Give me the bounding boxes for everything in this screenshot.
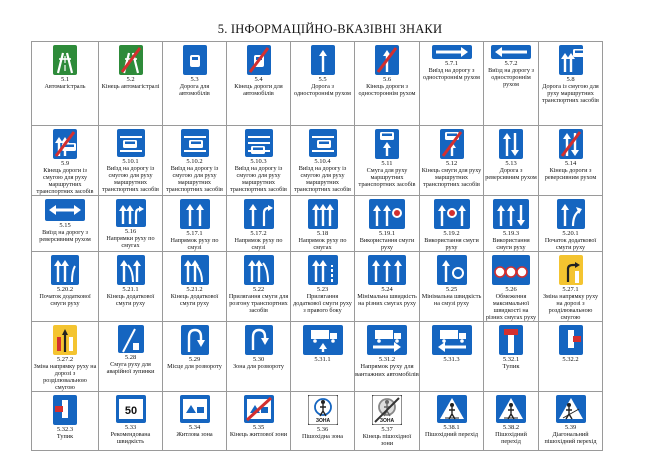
sign-number: 5.3: [190, 76, 199, 83]
sign-caption: Виїзд на дорогу із смугою для руху маршрутних транспортних засобів: [230, 165, 287, 193]
sign-entry: [291, 45, 354, 126]
sign-cell: [484, 196, 539, 252]
sign-cell: [484, 322, 539, 392]
sign-cell: [291, 42, 355, 126]
motorway-icon: [53, 45, 77, 75]
sign-entry: [291, 129, 354, 196]
sign-number: 5.2: [126, 76, 135, 83]
sign-entry: [99, 325, 162, 392]
sign-caption: Напрямок руху по смузі: [170, 237, 219, 251]
sign-number: 5.17.1: [186, 230, 203, 237]
sign-entry: [227, 199, 290, 252]
sign-number: 5.32.3: [56, 426, 74, 433]
sign-caption: Кінець пішохідної зони: [362, 433, 412, 447]
pedestrian-zone-end-icon: [372, 395, 402, 425]
sign-caption: Смуга руху для аварійної зупинки: [106, 361, 155, 375]
sign-number: 5.19.1: [378, 230, 396, 237]
sign-number: 5.38.1: [443, 424, 460, 431]
crosswalk-2-icon: [496, 395, 526, 423]
bus-lane-exit-1-icon: [117, 129, 145, 157]
sign-caption: Дорога для автомобілів: [179, 83, 210, 97]
sign-caption: Виїзд на дорогу з одностороннім рухом: [423, 67, 480, 81]
sign-number: 5.34: [188, 424, 201, 431]
sign-entry: [32, 45, 98, 126]
sign-cell: [539, 252, 603, 322]
sign-number: 5.23: [316, 286, 329, 293]
sign-number: 5.8: [566, 76, 575, 83]
sign-number: 5.30: [252, 356, 265, 363]
sign-entry: [539, 129, 602, 196]
zone-label: ЗОНА: [315, 418, 330, 424]
sign-number: 5.33: [124, 424, 137, 431]
sign-cell: [227, 126, 291, 196]
bus-lane-road-icon: [559, 45, 583, 75]
bus-lane-exit-4-icon: [309, 129, 337, 157]
sign-number: 5.15: [59, 222, 71, 229]
sign-entry: [420, 45, 483, 126]
sign-entry: [420, 255, 483, 322]
bus-lane-end-icon: [440, 129, 464, 159]
sign-entry: [32, 199, 98, 252]
lane-end-1-icon: [117, 255, 145, 285]
sign-cell: [355, 126, 420, 196]
sign-caption: Тупик: [56, 433, 74, 440]
recommended-speed-icon: [116, 395, 146, 423]
sign-caption: Смуга для руху маршрутних транспортних засобів: [358, 167, 416, 188]
truck-direction-3-icon: [432, 325, 472, 355]
reversible-exit-icon: [45, 199, 85, 221]
pedestrian-zone-icon: [308, 395, 338, 425]
sign-caption: Виїзд на дорогу з одностороннім рухом: [488, 67, 534, 88]
sign-entry: [539, 325, 602, 392]
table-row: [32, 322, 603, 392]
sign-entry: [99, 255, 162, 322]
sign-entry: [420, 395, 483, 451]
sign-cell: [32, 42, 99, 126]
sign-entry: [484, 45, 538, 126]
lane-directions-2-icon: [308, 199, 338, 229]
reversible-road-icon: [499, 129, 523, 159]
sign-caption: Напрямок руху по смузі: [234, 237, 283, 251]
sign-number: 5.1: [60, 76, 70, 83]
page-title: 5. ІНФОРМАЦІЙНО-ВКАЗІВНІ ЗНАКИ: [217, 22, 443, 36]
sign-entry: [420, 129, 483, 196]
sign-cell: [163, 196, 227, 252]
residential-zone-end-icon: [244, 395, 274, 423]
sign-number: 5.17.2: [250, 230, 267, 237]
dead-end-group-caption: Тупик: [502, 363, 520, 370]
sign-caption: Виїзд на дорогу із смугою для руху маршрутних транспортних засобів: [102, 165, 159, 193]
sign-caption: Виїзд на дорогу з реверсивним рухом: [39, 229, 91, 243]
dead-end-3-icon: [53, 395, 77, 425]
sign-cell: [227, 392, 291, 451]
sign-entry: [355, 255, 419, 322]
one-way-road-icon: [311, 45, 335, 75]
sign-entry: [355, 395, 419, 451]
sign-cell: [420, 196, 484, 252]
sign-number: 5.7.1: [445, 60, 458, 67]
sign-number: 5.14: [564, 160, 577, 167]
sign-number: 5.28: [124, 354, 137, 361]
sign-cell: [227, 322, 291, 392]
sign-caption: Обмеження максимальної швидкості на різних смугах руху: [485, 293, 537, 321]
bus-lane-exit-2-icon: [181, 129, 209, 157]
sign-caption: Зона для розвороту: [233, 363, 284, 370]
sign-caption: Початок додаткової смуги руху: [39, 293, 91, 307]
sign-number: 5.38.2: [502, 424, 520, 431]
sign-cell: [99, 322, 163, 392]
sign-caption: Житлова зона: [176, 431, 213, 438]
sign-caption: Пішохідна зона: [301, 433, 344, 440]
one-way-exit-left-icon: [491, 45, 531, 59]
lane-direction-1-icon: [180, 199, 210, 229]
lane-end-2-icon: [181, 255, 209, 285]
bus-lane-road-end-icon: [53, 129, 77, 159]
sign-entry: [163, 395, 226, 451]
sign-caption: Напрямок руху по смугах: [298, 237, 347, 251]
sign-cell: [355, 392, 420, 451]
dead-end-2-icon: [559, 325, 583, 355]
sign-cell: [291, 252, 355, 322]
truck-direction-1-icon: [303, 325, 343, 355]
sign-number: 5.18: [316, 230, 329, 237]
sign-caption: Виїзд на дорогу із смугою для руху маршрутних транспортних засобів: [294, 165, 351, 193]
sign-number: 5.31.2: [378, 356, 396, 363]
sign-cell: [420, 392, 484, 451]
sign-number: 5.10.2: [186, 158, 203, 165]
truck-group-caption: Напрямок руху для вантажних автомобілів: [355, 363, 419, 378]
lane-use-3-icon: [493, 199, 529, 229]
sign-caption: Кінець дороги для автомобілів: [234, 83, 283, 97]
sign-caption: Рекомендована швидкість: [110, 431, 151, 445]
sign-entry: [227, 325, 290, 392]
motorway-end-icon: [119, 45, 143, 75]
sign-number: 5.16: [124, 228, 137, 235]
sign-entry: [484, 395, 538, 451]
truck-direction-2-icon: [367, 325, 407, 355]
sign-number: 5.32.2: [562, 356, 579, 363]
u-turn-zone-icon: [245, 325, 273, 355]
one-way-road-end-icon: [375, 45, 399, 75]
sign-caption: Кінець дороги з реверсивним рухом: [544, 167, 597, 181]
sign-cell: [99, 392, 163, 451]
sign-entry: [227, 129, 290, 196]
sign-cell: [291, 196, 355, 252]
sign-cell: [539, 126, 603, 196]
sign-entry: [484, 325, 538, 392]
sign-number: 5.31.1: [314, 356, 331, 363]
lane-direction-2-icon: [244, 199, 274, 229]
sign-caption: Прилягання смуги для розгону транспортних засобів: [228, 293, 289, 314]
sign-number: 5.11: [381, 160, 393, 167]
sign-number: 5.37: [381, 426, 393, 433]
sign-entry: [99, 395, 162, 451]
sign-caption: Кінець дороги з одностороннім рухом: [358, 83, 416, 97]
sign-caption: Дорога з реверсивним рухом: [485, 167, 537, 181]
sign-cell: [539, 196, 603, 252]
sign-number: 5.12: [445, 160, 458, 167]
sign-cell: [539, 42, 603, 126]
sign-caption: Мінімальна швидкість на різних смугах руху: [357, 293, 417, 307]
sign-caption: Використання смуги руху: [492, 237, 530, 251]
sign-cell: [539, 392, 603, 451]
sign-cell: [420, 322, 484, 392]
sign-caption: Пішохідний перехід: [495, 431, 527, 445]
accel-lane-icon: [244, 255, 274, 285]
sign-cell: [227, 196, 291, 252]
sign-number: 5.35: [252, 424, 265, 431]
sign-number: 5.20.2: [56, 286, 74, 293]
sign-entry: [99, 199, 162, 252]
sign-cell: [32, 196, 99, 252]
crosswalk-1-icon: [437, 395, 467, 423]
sign-cell: [484, 392, 539, 451]
sign-caption: Зміна напрямку руху на дорозі з розділювальною смугою: [542, 293, 599, 321]
sign-number: 5.9: [60, 160, 70, 167]
table-row: [32, 196, 603, 252]
table-row: [32, 252, 603, 322]
sign-number: 5.26: [505, 286, 517, 293]
sign-entry: [539, 395, 602, 451]
sign-entry: [355, 325, 419, 392]
sign-caption: Діагональний пішохідний перехід: [544, 431, 597, 445]
sign-entry: [539, 45, 602, 126]
sign-number: 5.25: [445, 286, 458, 293]
sign-entry: [539, 255, 602, 322]
sign-cell: [484, 126, 539, 196]
sign-entry: [291, 199, 354, 252]
direction-change-2-icon: [53, 325, 77, 355]
sign-caption: Використання смуги руху: [359, 237, 415, 251]
lane-add-1-icon: [557, 199, 585, 229]
table-row: [32, 42, 603, 126]
sign-number: 5.39: [564, 424, 577, 431]
u-turn-place-icon: [181, 325, 209, 355]
sign-cell: [32, 126, 99, 196]
sign-number: 5.6: [382, 76, 392, 83]
sign-cell: [163, 126, 227, 196]
min-speed-lanes-icon: [368, 255, 406, 285]
speed-value: 50: [124, 405, 137, 417]
sign-entry: [32, 395, 98, 451]
sign-caption: Кінець автомагістралі: [101, 83, 160, 90]
lane-use-1-icon: [369, 199, 405, 229]
sign-caption: Використання смуги руху: [424, 237, 479, 251]
sign-cell: [355, 196, 420, 252]
sign-number: 5.22: [252, 286, 265, 293]
sign-number: 5.10.1: [122, 158, 139, 165]
residential-zone-icon: [180, 395, 210, 423]
sign-number: 5.10.3: [250, 158, 267, 165]
sign-number: 5.24: [381, 286, 393, 293]
sign-number: 5.13: [505, 160, 517, 167]
sign-number: 5.19.3: [502, 230, 520, 237]
sign-entry: [484, 255, 538, 322]
lane-join-right-icon: [308, 255, 338, 285]
sign-cell: [420, 252, 484, 322]
lane-add-2-icon: [51, 255, 79, 285]
sign-number: 5.31.3: [443, 356, 460, 363]
sign-cell: [420, 126, 484, 196]
sign-entry: [163, 129, 226, 196]
bus-lane-icon: [375, 129, 399, 159]
car-road-icon: [183, 45, 207, 75]
sign-caption: Прилягання додаткової смуги руху з правого боку: [293, 293, 352, 314]
sign-caption: Дорога з одностороннім рухом: [294, 83, 351, 97]
sign-cell: [420, 42, 484, 126]
sign-entry: [420, 325, 483, 392]
diagonal-crosswalk-icon: [556, 395, 586, 423]
sign-cell: [539, 322, 603, 392]
sign-caption: Мінімальна швидкість на смузі руху: [421, 293, 482, 307]
sign-caption: Автомагістраль: [44, 83, 86, 90]
sign-number: 5.21.1: [122, 286, 139, 293]
sign-caption: Кінець додаткової смуги руху: [106, 293, 155, 307]
sign-cell: [355, 42, 420, 126]
car-road-end-icon: [247, 45, 271, 75]
sign-number: 5.27.2: [56, 356, 74, 363]
lane-use-2-icon: [434, 199, 470, 229]
sign-caption: Кінець додаткової смуги руху: [170, 293, 219, 307]
sign-entry: [32, 325, 98, 392]
dead-end-1-icon: [499, 325, 523, 355]
sign-cell: [291, 392, 355, 451]
sign-cell: [99, 196, 163, 252]
sign-number: 5.19.2: [443, 230, 460, 237]
sign-number: 5.5: [318, 76, 327, 83]
sign-cell: [355, 322, 420, 392]
sign-caption: Дорога із смугою для руху маршрутних транспортних засобів: [542, 83, 599, 104]
sign-number: 5.36: [316, 426, 329, 433]
sign-cell: [227, 252, 291, 322]
one-way-exit-right-icon: [432, 45, 472, 59]
sign-cell: [227, 42, 291, 126]
sign-cell: [163, 392, 227, 451]
sign-caption: Зміна напрямку руху на дорозі з розділювальною смугою: [33, 363, 97, 391]
table-row: [32, 126, 603, 196]
sign-cell: [32, 392, 99, 451]
sign-caption: Кінець дороги із смугою для руху маршрутних транспортних засобів: [36, 167, 94, 195]
sign-cell: [163, 322, 227, 392]
sign-entry: [291, 255, 354, 322]
sign-entry: [163, 199, 226, 252]
sign-entry: [32, 255, 98, 322]
sign-cell: [355, 252, 420, 322]
sign-entry: [420, 199, 483, 252]
sign-cell: [32, 252, 99, 322]
sign-number: 5.4: [254, 76, 263, 83]
sign-entry: [163, 325, 226, 392]
sign-caption: Кінець смуги для руху маршрутних транспортних засобів: [421, 167, 482, 188]
sign-entry: [227, 45, 290, 126]
sign-entry: [99, 45, 162, 126]
sign-number: 5.32.1: [502, 356, 520, 363]
sign-cell: [99, 42, 163, 126]
sign-entry: [32, 129, 98, 196]
sign-cell: [32, 322, 99, 392]
sign-cell: [291, 126, 355, 196]
sign-entry: [291, 395, 354, 451]
sign-cell: [99, 252, 163, 322]
signs-table: [31, 41, 603, 451]
max-speed-lanes-icon: [492, 255, 530, 285]
sign-number: 5.21.2: [186, 286, 203, 293]
sign-number: 5.10.4: [314, 158, 331, 165]
sign-cell: [291, 322, 355, 392]
sign-cell: [484, 42, 539, 126]
reversible-road-end-icon: [559, 129, 583, 159]
sign-cell: [484, 252, 539, 322]
lane-directions-icon: [116, 199, 146, 227]
sign-number: 5.29: [188, 356, 201, 363]
zone-label: ЗОНА: [379, 418, 395, 424]
sign-entry: [355, 45, 419, 126]
sign-number: 5.7.2: [504, 60, 518, 67]
sign-entry: [484, 199, 538, 252]
sign-cell: [163, 252, 227, 322]
sign-entry: [355, 129, 419, 196]
sign-caption: Виїзд на дорогу із смугою для руху маршрутних транспортних засобів: [166, 165, 223, 193]
sign-entry: [539, 199, 602, 252]
sign-number: 5.20.1: [562, 230, 579, 237]
bus-lane-exit-3-icon: [245, 129, 273, 157]
sign-caption: Початок додаткової смуги руху: [544, 237, 597, 251]
sign-caption: Напрямки руху по смугах: [106, 235, 155, 249]
direction-change-1-icon: [559, 255, 583, 285]
sign-entry: [355, 199, 419, 252]
sign-entry: [163, 45, 226, 126]
min-speed-lane-icon: [437, 255, 467, 285]
sign-entry: [291, 325, 354, 392]
sign-entry: [484, 129, 538, 196]
sign-caption: Кінець житлової зони: [229, 431, 288, 438]
sign-cell: [99, 126, 163, 196]
table-row: [32, 392, 603, 451]
sign-caption: Пішохідний перехід: [424, 431, 479, 438]
sign-entry: [227, 255, 290, 322]
sign-entry: [227, 395, 290, 451]
sign-caption: Місце для розвороту: [167, 363, 222, 370]
sign-number: 5.27.1: [562, 286, 579, 293]
sign-entry: [163, 255, 226, 322]
sign-cell: [163, 42, 227, 126]
emergency-lane-icon: [118, 325, 144, 353]
sign-entry: [99, 129, 162, 196]
